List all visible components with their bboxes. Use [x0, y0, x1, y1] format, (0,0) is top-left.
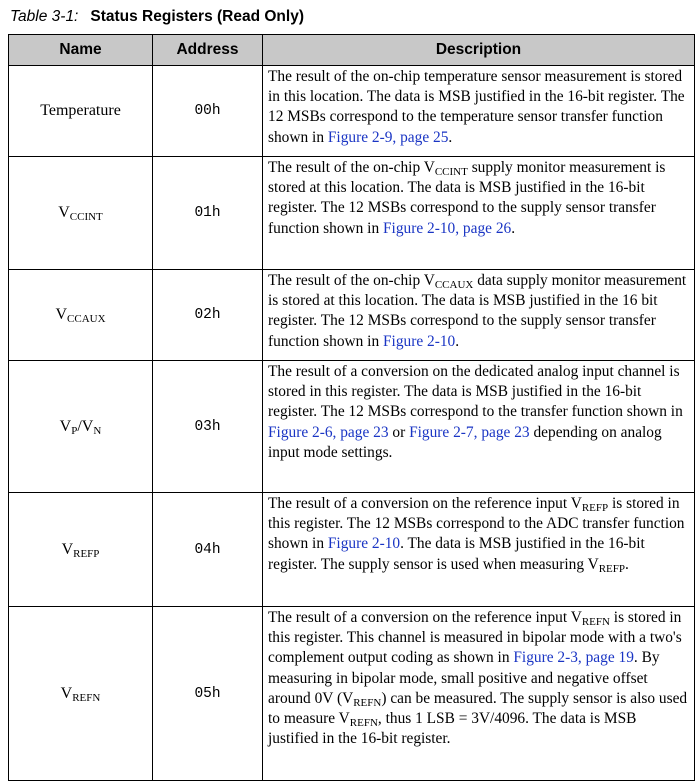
table-title: Status Registers (Read Only) [90, 8, 304, 25]
desc-subscript: CCAUX [434, 279, 474, 291]
header-description: Description [263, 35, 695, 66]
register-description [263, 157, 695, 270]
desc-text: . [625, 555, 629, 573]
desc-text: . [455, 332, 460, 350]
desc-text: The result of a conversion on the dedicated analog input channel is stored in this register. The data is MSB justified in the 16-bit register. The 12 MSBs correspond to the transfer function shown in [268, 363, 683, 421]
figure-link[interactable]: Figure 2-10 [383, 332, 456, 350]
register-description [263, 66, 695, 157]
desc-text: . [448, 128, 453, 146]
desc-subscript: CCINT [434, 166, 468, 178]
register-address: 02h [153, 270, 263, 361]
figure-link[interactable]: Figure 2-3, page 19 [513, 649, 634, 667]
desc-subscript: REFN [353, 696, 382, 709]
register-name-temperature [9, 66, 153, 157]
desc-text: . The data is MSB justified in the 16-bit register. The supply sensor is used when measuring V [268, 535, 645, 573]
desc-subscript: REFP [598, 562, 626, 575]
register-address: 05h [153, 607, 263, 781]
desc-text: depending on analog input mode settings. [268, 423, 662, 461]
name-text: V [60, 684, 73, 702]
desc-subscript: REFN [349, 717, 378, 730]
figure-link[interactable]: Figure 2-10 [327, 535, 401, 553]
desc-text: The result of a conversion on the reference input V [268, 609, 582, 626]
register-name-vrefn [9, 607, 153, 781]
register-address: 00h [153, 66, 263, 157]
name-text: V [55, 306, 68, 323]
name-subscript: N [93, 424, 102, 437]
figure-link[interactable]: Figure 2-7, page 23 [409, 423, 530, 441]
status-registers-table [8, 34, 695, 781]
register-description [263, 607, 695, 781]
register-description [263, 270, 695, 361]
table-row [9, 270, 695, 361]
header-address: Address [153, 35, 263, 66]
figure-link[interactable]: Figure 2-10, page 26 [383, 219, 512, 237]
register-description [263, 361, 695, 493]
register-address: 03h [153, 361, 263, 493]
figure-link[interactable]: Figure 2-6, page 23 [268, 423, 389, 441]
desc-text: . [511, 219, 516, 237]
table-number: Table 3-1: [10, 8, 79, 25]
register-name-vccaux [9, 270, 153, 361]
register-name-vrefp [9, 493, 153, 607]
table-row [9, 361, 695, 493]
name-text: V [58, 204, 70, 221]
name-subscript: REFP [73, 547, 100, 560]
desc-text: or [388, 423, 410, 441]
name-text: V [61, 540, 74, 558]
name-text: /V [77, 417, 94, 435]
desc-text: The result of a conversion on the reference input V [268, 495, 582, 512]
desc-subscript: REFP [581, 502, 609, 514]
desc-text: data supply monitor measurement is stored at this location. The data is MSB justified in the 16 bit register. The 12 MSBs correspond to the supply sensor transfer function shown in [268, 272, 687, 350]
desc-text: The result of the on-chip temperature sensor measurement is stored in this location. The data is MSB justified in the 16-bit register. The 12 MSBs correspond to the temperature sensor transfer function shown in [268, 68, 685, 146]
table-row [9, 157, 695, 270]
desc-text: supply monitor measurement is stored at this location. The data is MSB justified in the 16-bit register. The 12 MSBs correspond to the supply sensor transfer function shown in [268, 159, 666, 237]
name-subscript: REFN [72, 691, 101, 704]
desc-text: . By measuring in bipolar mode, small positive and negative offset around 0V (V [268, 649, 660, 707]
register-name-vp-vn [9, 361, 153, 493]
name-subscript: CCINT [69, 211, 103, 223]
table-row [9, 607, 695, 781]
desc-text: , thus 1 LSB = 3V/4096. The data is MSB justified in the 16-bit register. [268, 710, 637, 748]
register-address: 04h [153, 493, 263, 607]
desc-text: ) can be measured. The supply sensor is also used to measure V [268, 689, 688, 728]
register-description [263, 493, 695, 607]
desc-text: is stored in this register. The 12 MSBs correspond to the ADC transfer function shown in [268, 495, 685, 553]
name-subscript: CCAUX [67, 313, 106, 325]
table-row [9, 66, 695, 157]
register-address: 01h [153, 157, 263, 270]
desc-text: The result of the on-chip V [268, 159, 435, 176]
register-name-vccint [9, 157, 153, 270]
name-text: V [59, 417, 72, 435]
desc-text: The result of the on-chip V [268, 272, 435, 289]
figure-link[interactable]: Figure 2-9, page 25 [327, 128, 449, 146]
desc-subscript: REFN [581, 616, 610, 628]
header-name: Name [9, 35, 153, 66]
header-row [9, 35, 695, 66]
name-text: Temperature [40, 102, 121, 119]
desc-text: is stored in this register. This channel is measured in bipolar mode with a two's complement output coding as shown in [268, 609, 682, 667]
table-caption [10, 8, 304, 26]
name-subscript: P [71, 424, 78, 437]
table-row [9, 493, 695, 607]
